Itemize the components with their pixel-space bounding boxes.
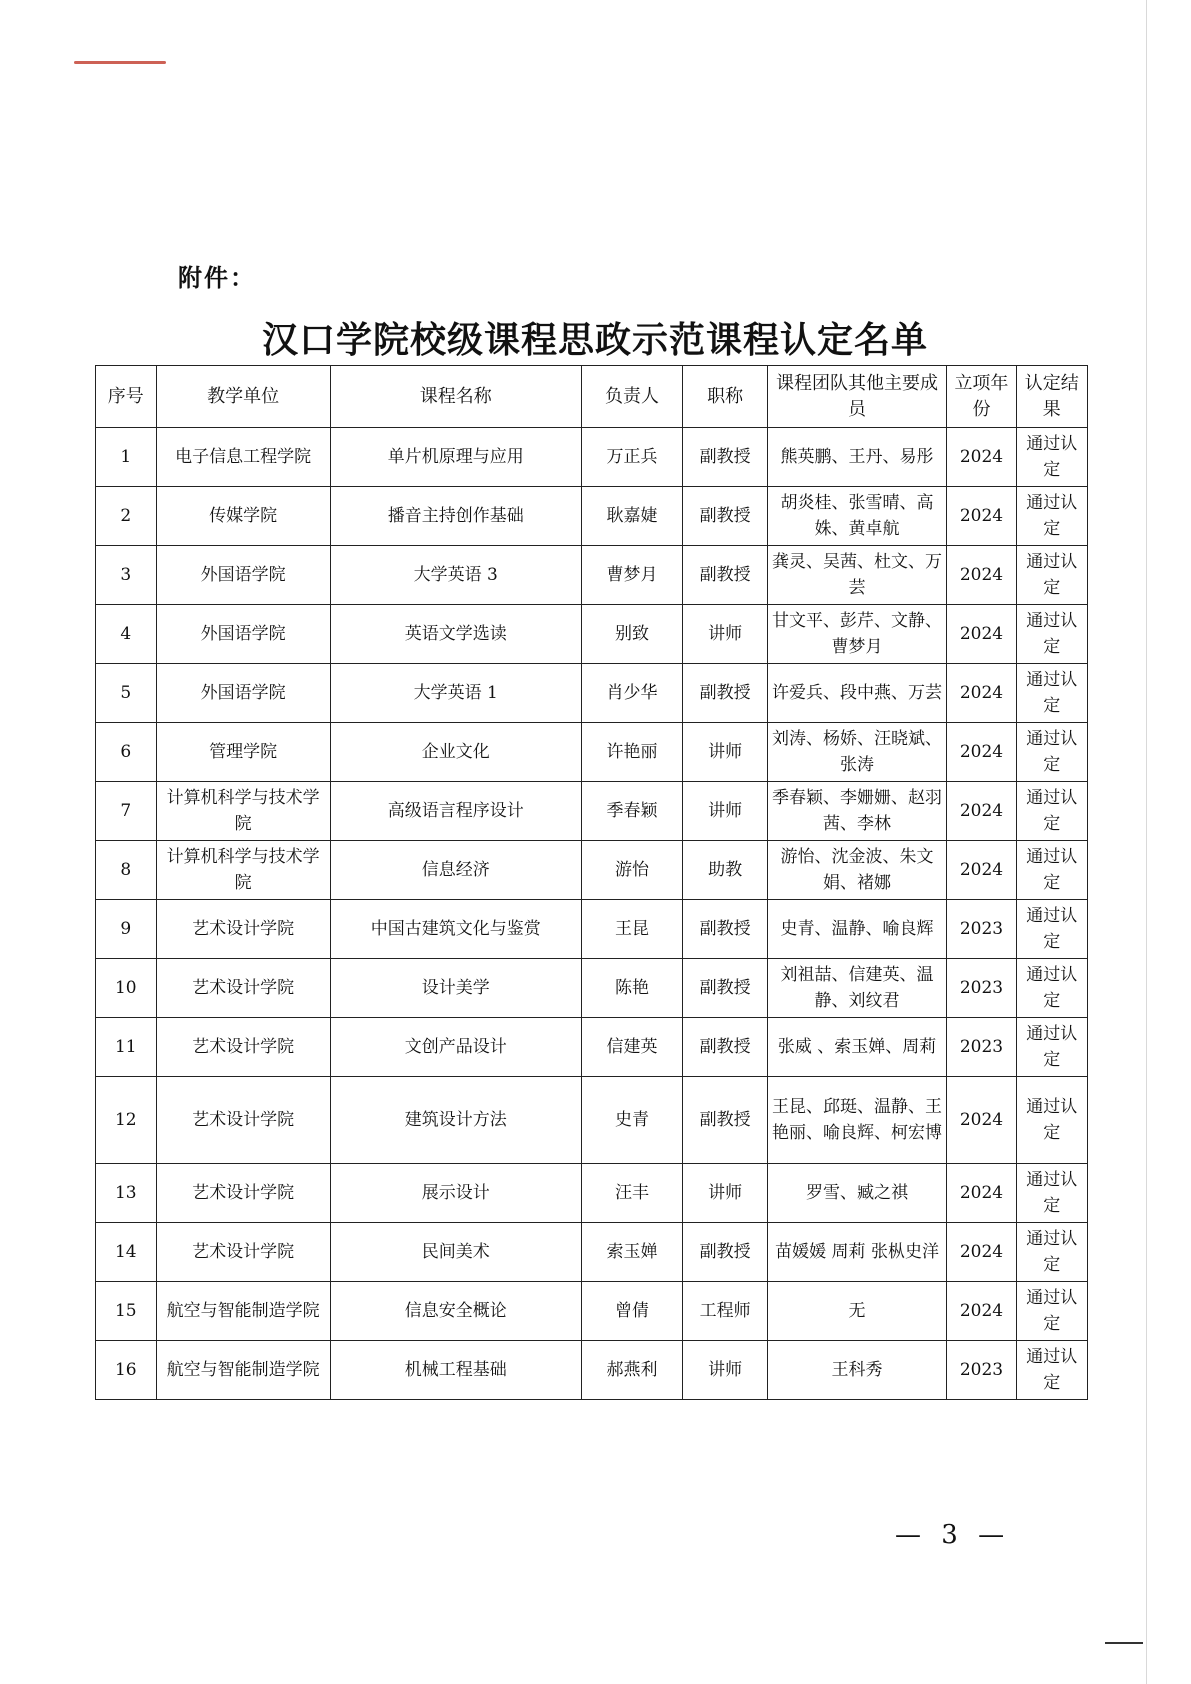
cell-unit: 航空与智能制造学院 bbox=[156, 1282, 330, 1341]
cell-course: 大学英语 1 bbox=[330, 664, 581, 723]
bottom-mark bbox=[1105, 1642, 1143, 1644]
cell-rank: 讲师 bbox=[683, 1164, 767, 1223]
cell-year: 2023 bbox=[947, 900, 1016, 959]
cell-unit: 计算机科学与技术学院 bbox=[156, 841, 330, 900]
cell-course: 设计美学 bbox=[330, 959, 581, 1018]
cell-year: 2024 bbox=[947, 428, 1016, 487]
cell-course: 企业文化 bbox=[330, 723, 581, 782]
cell-course: 民间美术 bbox=[330, 1223, 581, 1282]
cell-leader: 万正兵 bbox=[581, 428, 683, 487]
cell-result: 通过认定 bbox=[1016, 1341, 1087, 1400]
cell-leader: 曹梦月 bbox=[581, 546, 683, 605]
cell-year: 2024 bbox=[947, 723, 1016, 782]
cell-no: 5 bbox=[96, 664, 157, 723]
cell-leader: 许艳丽 bbox=[581, 723, 683, 782]
header-result: 认定结果 bbox=[1016, 366, 1087, 428]
cell-members: 季春颖、李姗姗、赵羽茜、李林 bbox=[767, 782, 947, 841]
cell-no: 15 bbox=[96, 1282, 157, 1341]
cell-year: 2024 bbox=[947, 841, 1016, 900]
header-year: 立项年份 bbox=[947, 366, 1016, 428]
cell-result: 通过认定 bbox=[1016, 428, 1087, 487]
cell-year: 2024 bbox=[947, 546, 1016, 605]
table-row bbox=[96, 1341, 1088, 1400]
cell-no: 3 bbox=[96, 546, 157, 605]
cell-course: 大学英语 3 bbox=[330, 546, 581, 605]
table-row bbox=[96, 959, 1088, 1018]
cell-members: 甘文平、彭芹、文静、曹梦月 bbox=[767, 605, 947, 664]
cell-rank: 讲师 bbox=[683, 605, 767, 664]
course-table bbox=[95, 365, 1088, 1400]
cell-members: 游怡、沈金波、朱文娟、褚娜 bbox=[767, 841, 947, 900]
cell-unit: 艺术设计学院 bbox=[156, 1223, 330, 1282]
cell-members: 熊英鹏、王丹、易彤 bbox=[767, 428, 947, 487]
table-row bbox=[96, 782, 1088, 841]
cell-rank: 副教授 bbox=[683, 1223, 767, 1282]
cell-result: 通过认定 bbox=[1016, 664, 1087, 723]
cell-leader: 王昆 bbox=[581, 900, 683, 959]
cell-leader: 耿嘉婕 bbox=[581, 487, 683, 546]
cell-year: 2023 bbox=[947, 959, 1016, 1018]
table-row bbox=[96, 1282, 1088, 1341]
cell-unit: 艺术设计学院 bbox=[156, 959, 330, 1018]
cell-result: 通过认定 bbox=[1016, 1282, 1087, 1341]
cell-course: 英语文学选读 bbox=[330, 605, 581, 664]
cell-rank: 讲师 bbox=[683, 1341, 767, 1400]
cell-unit: 外国语学院 bbox=[156, 546, 330, 605]
attachment-label: 附件： bbox=[178, 264, 256, 292]
cell-members: 王昆、邱珽、温静、王艳丽、喻良辉、柯宏博 bbox=[767, 1077, 947, 1164]
cell-result: 通过认定 bbox=[1016, 1077, 1087, 1164]
cell-rank: 工程师 bbox=[683, 1282, 767, 1341]
cell-course: 信息安全概论 bbox=[330, 1282, 581, 1341]
cell-year: 2024 bbox=[947, 1164, 1016, 1223]
table-row bbox=[96, 428, 1088, 487]
cell-members: 苗媛媛 周莉 张枞史洋 bbox=[767, 1223, 947, 1282]
cell-members: 胡炎桂、张雪晴、高姝、黄卓航 bbox=[767, 487, 947, 546]
cell-unit: 艺术设计学院 bbox=[156, 1018, 330, 1077]
cell-leader: 信建英 bbox=[581, 1018, 683, 1077]
cell-course: 中国古建筑文化与鉴赏 bbox=[330, 900, 581, 959]
cell-rank: 副教授 bbox=[683, 959, 767, 1018]
cell-result: 通过认定 bbox=[1016, 723, 1087, 782]
cell-no: 2 bbox=[96, 487, 157, 546]
table-header-row bbox=[96, 366, 1088, 428]
table-row bbox=[96, 1018, 1088, 1077]
cell-no: 12 bbox=[96, 1077, 157, 1164]
cell-result: 通过认定 bbox=[1016, 782, 1087, 841]
cell-rank: 副教授 bbox=[683, 664, 767, 723]
cell-result: 通过认定 bbox=[1016, 1164, 1087, 1223]
cell-result: 通过认定 bbox=[1016, 1223, 1087, 1282]
cell-result: 通过认定 bbox=[1016, 1018, 1087, 1077]
table-row bbox=[96, 841, 1088, 900]
cell-year: 2023 bbox=[947, 1018, 1016, 1077]
cell-rank: 副教授 bbox=[683, 428, 767, 487]
cell-course: 播音主持创作基础 bbox=[330, 487, 581, 546]
cell-leader: 郝燕利 bbox=[581, 1341, 683, 1400]
cell-leader: 曾倩 bbox=[581, 1282, 683, 1341]
cell-course: 建筑设计方法 bbox=[330, 1077, 581, 1164]
cell-leader: 肖少华 bbox=[581, 664, 683, 723]
cell-members: 史青、温静、喻良辉 bbox=[767, 900, 947, 959]
cell-no: 4 bbox=[96, 605, 157, 664]
cell-no: 14 bbox=[96, 1223, 157, 1282]
cell-year: 2024 bbox=[947, 1223, 1016, 1282]
table-row bbox=[96, 605, 1088, 664]
cell-year: 2024 bbox=[947, 487, 1016, 546]
page-edge bbox=[1146, 0, 1147, 1684]
header-no: 序号 bbox=[96, 366, 157, 428]
header-course: 课程名称 bbox=[330, 366, 581, 428]
cell-members: 王科秀 bbox=[767, 1341, 947, 1400]
cell-unit: 艺术设计学院 bbox=[156, 1077, 330, 1164]
cell-course: 信息经济 bbox=[330, 841, 581, 900]
cell-leader: 索玉婵 bbox=[581, 1223, 683, 1282]
table-row bbox=[96, 664, 1088, 723]
cell-year: 2024 bbox=[947, 1282, 1016, 1341]
cell-result: 通过认定 bbox=[1016, 487, 1087, 546]
cell-rank: 讲师 bbox=[683, 782, 767, 841]
cell-result: 通过认定 bbox=[1016, 959, 1087, 1018]
red-mark bbox=[74, 61, 166, 64]
document-title: 汉口学院校级课程思政示范课程认定名单 bbox=[261, 319, 928, 361]
cell-unit: 电子信息工程学院 bbox=[156, 428, 330, 487]
cell-course: 高级语言程序设计 bbox=[330, 782, 581, 841]
cell-leader: 汪丰 bbox=[581, 1164, 683, 1223]
table-row bbox=[96, 487, 1088, 546]
cell-course: 文创产品设计 bbox=[330, 1018, 581, 1077]
cell-unit: 艺术设计学院 bbox=[156, 1164, 330, 1223]
header-unit: 教学单位 bbox=[156, 366, 330, 428]
cell-members: 许爱兵、段中燕、万芸 bbox=[767, 664, 947, 723]
cell-rank: 副教授 bbox=[683, 487, 767, 546]
cell-course: 展示设计 bbox=[330, 1164, 581, 1223]
cell-result: 通过认定 bbox=[1016, 841, 1087, 900]
cell-year: 2024 bbox=[947, 605, 1016, 664]
cell-result: 通过认定 bbox=[1016, 546, 1087, 605]
cell-leader: 季春颖 bbox=[581, 782, 683, 841]
cell-leader: 游怡 bbox=[581, 841, 683, 900]
cell-unit: 计算机科学与技术学院 bbox=[156, 782, 330, 841]
table-row bbox=[96, 1223, 1088, 1282]
cell-leader: 陈艳 bbox=[581, 959, 683, 1018]
cell-unit: 外国语学院 bbox=[156, 605, 330, 664]
cell-no: 11 bbox=[96, 1018, 157, 1077]
cell-rank: 助教 bbox=[683, 841, 767, 900]
cell-unit: 传媒学院 bbox=[156, 487, 330, 546]
cell-no: 10 bbox=[96, 959, 157, 1018]
cell-result: 通过认定 bbox=[1016, 900, 1087, 959]
cell-no: 13 bbox=[96, 1164, 157, 1223]
table-row bbox=[96, 723, 1088, 782]
header-rank: 职称 bbox=[683, 366, 767, 428]
cell-no: 8 bbox=[96, 841, 157, 900]
cell-members: 龚灵、吴茜、杜文、万芸 bbox=[767, 546, 947, 605]
cell-no: 6 bbox=[96, 723, 157, 782]
cell-no: 16 bbox=[96, 1341, 157, 1400]
table-row bbox=[96, 1164, 1088, 1223]
table-row bbox=[96, 546, 1088, 605]
cell-leader: 史青 bbox=[581, 1077, 683, 1164]
cell-members: 无 bbox=[767, 1282, 947, 1341]
table-row bbox=[96, 900, 1088, 959]
cell-rank: 副教授 bbox=[683, 546, 767, 605]
cell-no: 9 bbox=[96, 900, 157, 959]
cell-result: 通过认定 bbox=[1016, 605, 1087, 664]
cell-rank: 讲师 bbox=[683, 723, 767, 782]
cell-no: 7 bbox=[96, 782, 157, 841]
cell-year: 2024 bbox=[947, 664, 1016, 723]
cell-year: 2024 bbox=[947, 1077, 1016, 1164]
table-row bbox=[96, 1077, 1088, 1164]
cell-rank: 副教授 bbox=[683, 900, 767, 959]
cell-leader: 别致 bbox=[581, 605, 683, 664]
cell-members: 罗雪、臧之祺 bbox=[767, 1164, 947, 1223]
cell-rank: 副教授 bbox=[683, 1018, 767, 1077]
page-number: — 3 — bbox=[895, 1520, 1011, 1550]
cell-course: 单片机原理与应用 bbox=[330, 428, 581, 487]
cell-rank: 副教授 bbox=[683, 1077, 767, 1164]
cell-members: 刘祖喆、信建英、温静、刘纹君 bbox=[767, 959, 947, 1018]
cell-unit: 艺术设计学院 bbox=[156, 900, 330, 959]
cell-unit: 航空与智能制造学院 bbox=[156, 1341, 330, 1400]
cell-year: 2024 bbox=[947, 782, 1016, 841]
cell-unit: 管理学院 bbox=[156, 723, 330, 782]
cell-course: 机械工程基础 bbox=[330, 1341, 581, 1400]
cell-unit: 外国语学院 bbox=[156, 664, 330, 723]
cell-members: 张威 、索玉婵、周莉 bbox=[767, 1018, 947, 1077]
header-members: 课程团队其他主要成员 bbox=[767, 366, 947, 428]
cell-members: 刘涛、杨娇、汪晓斌、张涛 bbox=[767, 723, 947, 782]
cell-no: 1 bbox=[96, 428, 157, 487]
cell-year: 2023 bbox=[947, 1341, 1016, 1400]
header-leader: 负责人 bbox=[581, 366, 683, 428]
